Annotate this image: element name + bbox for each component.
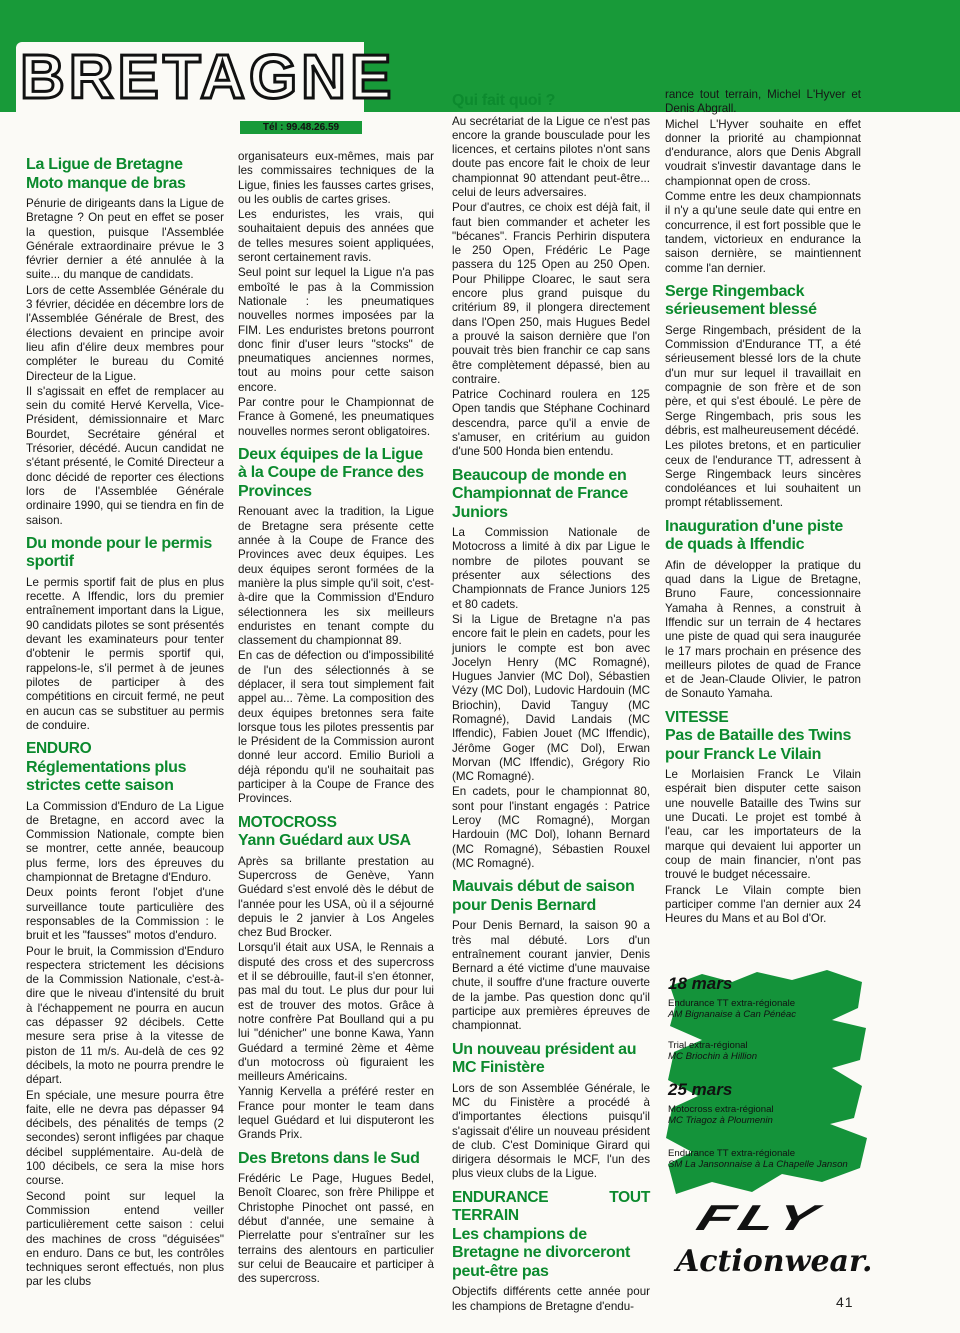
article-heading [452, 1189, 650, 1282]
article-paragraph: Objectifs différents cette année pour les champions de Bretagne d'endu- [452, 1285, 650, 1313]
agenda-event-place: AM Bignanaise à Can Pénéac [668, 1009, 796, 1020]
agenda-box [662, 968, 872, 1198]
heading-line: Un nouveau président au [452, 1040, 637, 1058]
section-title: BRETAGNE [20, 43, 396, 112]
heading-line: Pas de Bataille des Twins [665, 727, 852, 745]
ad-subtitle: Actionwear. [676, 1244, 873, 1279]
column-2 [238, 150, 434, 1287]
article-paragraph: Second point sur lequel la Commission entend veiller particulièrement cette saison : celui des machines de cross "déguisées" en enduro. Dans ce but, les contrôles techniques seront effectués, non plus par les clubs [26, 1189, 224, 1289]
heading-line: pour Denis Bernard [452, 896, 596, 914]
agenda-event-place: MC Briochin à Hillion [668, 1051, 758, 1062]
article-paragraph: Au secrétariat de la Ligue ce n'est pas encore la grande bousculade pour les licences, et certains pilotes n'ont sans doute pas encore fait le choix de leur championnat 90 attendant peut-être... celui de leurs adversaires. [452, 114, 650, 199]
agenda-event-place: SM La Jansonnaise à La Chapelle Janson [668, 1159, 848, 1170]
article-paragraph: Michel L'Hyver souhaite en effet donner la priorité au championnat d'endurance, alors que Denis Abgrall voudrait s'investir davantage dans le championnat open de cross. [665, 117, 861, 188]
article-heading [452, 1041, 650, 1078]
agenda-event-4 [668, 1148, 848, 1170]
article-heading [238, 446, 434, 502]
heading-line: Les champions de [452, 1225, 587, 1243]
heading-line: sérieusement blessé [665, 301, 817, 319]
article-heading [665, 709, 861, 765]
article-heading [665, 283, 861, 320]
article-paragraph: En cas de défection ou d'impossibilité de l'un des sélectionnés à se déplacer, il sera tout simplement fait appel au... 7ème. La composition des deux équipes bretonnes sera faite lorsque tous les pilotes pressentis par le Président de la Commission auront donné leur accord. Emilio Burioli a déjà répondu qu'il ne souhaitait pas participer à la Coupe de France des Provinces. [238, 649, 434, 806]
article-paragraph: Il s'agissait en effet de remplacer au sein du comité Hervé Kervella, Vice-Président, démissionnaire et Marc Bourdet, Secrétaire général et Trésorier, décédé. Aucun candidat ne s'étant présenté, le Comité Directeur a donc décidé de reporter ces élections lors de l'Assemblée Générale ordinaire 1990, qui se tiendra en fin de saison. [26, 384, 224, 527]
heading-line: ENDURO [26, 740, 92, 758]
article-paragraph: Lorsqu'il était aux USA, le Rennais a disputé des cross et des supercross et il se débrouille, faut-il s'en étonner, pas mal du tout. Le plus dur pour lui est de trouver des motos. Grâce à notre confrère Pat Boulland qui a pu lui "dénicher" une bonne Kawa, Yann Guédard a terminé 2ème et 4ème d'un motocross où figuraient les meilleurs Américains. [238, 941, 434, 1084]
agenda-event-title: Endurance TT extra-régionale [668, 1148, 796, 1159]
agenda-event-3 [668, 1104, 774, 1126]
article-heading [26, 535, 224, 572]
heading-line: MOTOCROSS [238, 813, 337, 831]
article-paragraph: En cadets, pour le championnat 80, sont pour l'instant engagés : Patrice Leroy (MC Romagné), Morgan Hardouin (MC Dol), Iohann Bernard (MC Romagné), Sébastien Rouxel (MC Romagné). [452, 785, 650, 870]
article-paragraph: En spéciale, une mesure pourra être faite, elle ne devra pas dépasser 94 décibels, des pénalités de temps (2 secondes) seront infligées par chaque décibel supplémentaire. Au-delà de 100 décibels, ce sera la mise hors course. [26, 1088, 224, 1188]
article-paragraph: Le Morlaisien Franck Le Vilain espérait bien disputer cette saison une nouvelle Bataille des Twins sur une Ducati. Le projet est tombé à l'eau, car les importateurs de la marque qui devaient lui apporter un coup de main financier, n'ont pas trouvé le budget nécessaire. [665, 768, 861, 882]
article-heading [452, 878, 650, 915]
heading-line: Moto manque de bras [26, 174, 186, 192]
heading-line: Mauvais début de saison [452, 878, 635, 896]
heading-line: Championnat de France [452, 485, 628, 503]
article-paragraph: rance tout terrain, Michel L'Hyver et Denis Abgrall. [665, 88, 861, 116]
article-paragraph: Frédéric Le Page, Hugues Bedel, Benoît Cloarec, son frère Philippe et Christophe Pinochet ont passé, en début d'année, une semaine à Pierrelatte pour s'entraîner sur les terrains des alentours en particulier sur celui de Beaucaire et participer à des supercross. [238, 1172, 434, 1286]
article-paragraph: La Commission Nationale de Motocross a limité à dix par Ligue le nombre de pilotes pouvant se présenter aux sélections des Championnats de France Juniors 125 et 80 cadets. [452, 526, 650, 611]
article-paragraph: Pénurie de dirigeants dans la Ligue de Bretagne ? On peut en effet se poser la question, puisque l'Assemblée Générale extraordinaire prévue le 3 février dernier a été annulée à la suite... du manque de candidats. [26, 197, 224, 282]
heading-line: à la Coupe de France des [238, 464, 424, 482]
article-heading [26, 740, 224, 796]
article-paragraph: organisateurs eux-mêmes, mais par les commissaires techniques de la Ligue, finies les fausses cartes grises, ou les oublis de cartes grises. [238, 150, 434, 206]
column-3 [452, 88, 650, 1315]
article-heading [238, 814, 434, 851]
article-paragraph: Lors de son Assemblée Générale, le MC du Finistère a procédé à d'importantes élections puisqu'il s'agissait d'élire un nouveau président de club. C'est Dominique Girard qui dirigera désormais le MCF, l'un des plus vieux clubs de la Ligue. [452, 1081, 650, 1181]
article-paragraph: Comme entre les deux championnats il n'y a qu'une seule date qui entre en concurrence, il est fort possible que le tandem, victorieux en endurance la saison dernière, se maintiennent comme l'an dernier. [665, 190, 861, 275]
agenda-event-title: Trial extra-régional [668, 1040, 748, 1051]
agenda-event-2 [668, 1040, 757, 1062]
title-box [16, 42, 396, 112]
article-heading [665, 518, 861, 555]
article-paragraph: Par contre pour le Championnat de France à Gomené, les pneumatiques nouvelles normes seront obligatoires. [238, 396, 434, 438]
heading-line: Yann Guédard aux USA [238, 832, 411, 850]
article-paragraph: Afin de développer la pratique du quad dans la Ligue de Bretagne, Bruno Faure, concessionnaire Yamaha à Rennes, a construit à Iffendic sur un terrain de 4 hectares une piste de quad qui sera inaugurée le 17 mars prochain en présence des meilleurs pilotes de quad de France et de Jean-Claude Olivier, le patron de Sonauto Yamaha. [665, 558, 861, 701]
agenda-date-1: 18 mars [668, 974, 733, 993]
article-paragraph: Patrice Cochinard roulera en 125 Open tandis que Stéphane Cochinard descendra, parce qu'il a envie de s'amuser, en critérium au guidon d'une 500 Honda bien entendu. [452, 388, 650, 459]
heading-line: Deux équipes de la Ligue [238, 445, 423, 463]
agenda-event-title: Motocross extra-régional [668, 1104, 774, 1115]
article-paragraph: Après sa brillante prestation au Supercross de Genève, Yann Guédard s'est envolé dès le début de l'année pour les USA, où il a séjourné depuis le 2 janvier à Los Angeles chez Bud Brocker. [238, 854, 434, 940]
article-paragraph: La Commission d'Enduro de La Ligue de Bretagne, en accord avec la Commission Nationale, compte bien se montrer, cette année, beaucoup plus ferme, lors des épreuves du championnat de Bretagne d'Enduro. [26, 799, 224, 885]
phone-number: Tél : 99.48.26.59 [240, 121, 362, 134]
agenda-event-1 [668, 998, 796, 1020]
agenda-event-place: MC Triagoz à Ploumenin [668, 1115, 773, 1126]
heading-line: Juniors [452, 503, 508, 521]
article-paragraph: Serge Ringembach, président de la Commission d'Endurance TT, a été sérieusement blessé lors de la chute d'un mur sur lequel il travaillait en compagnie de son frère et de son père, et qui s'est éboulé. Le père de Serge Ringembach, pris sous les débris, est malheureusement décédé. [665, 323, 861, 437]
heading-line: Réglementations plus [26, 758, 187, 776]
column-4 [665, 88, 861, 927]
article-heading [452, 467, 650, 523]
article-paragraph: Pour Denis Bernard, la saison 90 a très mal débuté. Lors d'un entraînement courant janvier, Denis Bernard a été victime d'une mauvaise chute, il souffre d'une fracture ouverte de la jambe. Pas question donc qu'il participe aux premières épreuves de championnat. [452, 919, 650, 1033]
article-paragraph: Yannig Kervella a préféré rester en France pour monter le team dans lequel Guédard et lui disputeront les Grands Prix. [238, 1085, 434, 1142]
column-1 [26, 150, 224, 1291]
ad-brand: FLY [691, 1197, 829, 1238]
heading-line: MC Finistère [452, 1059, 545, 1077]
heading-line: La Ligue de Bretagne [26, 156, 183, 173]
heading-line: Qui fait quoi ? [452, 92, 556, 109]
article-paragraph: Deux points feront l'objet d'une surveillance toute particulière des responsables de la Commission : le bruit et les "fausses" motos d'enduro. [26, 886, 224, 943]
heading-line: Des Bretons dans le Sud [238, 1149, 420, 1167]
page-number: 41 [836, 1294, 854, 1310]
heading-line: peut-être pas [452, 1262, 549, 1280]
article-heading [26, 156, 224, 193]
article-paragraph: Renouant avec la tradition, la Ligue de Bretagne sera présente cette année à la Coupe de France des Provinces avec deux équipes. Les deux équipes seront formées de la manière la plus simple qu'il soit, c'est-à-dire que la Commission d'Enduro sélectionnera les six meilleurs enduristes en tenant compte du classement du championnat 89. [238, 505, 434, 648]
fly-actionwear-ad [676, 1197, 938, 1292]
article-paragraph: Le permis sportif fait de plus en plus recette. A Iffendic, lors du premier entraînement important dans la Ligue, 90 candidats pilotes se sont présentés devant les examinateurs pour tenter d'obtenir le permis sportif qui, rappelons-le, s'il permet à de jeunes pilotes de participer à des compétitions en circuit fermé, ne peut en aucun cas se substituer au permis de conduire. [26, 575, 224, 732]
heading-line: VITESSE [665, 708, 729, 726]
agenda-event-title: Endurance TT extra-régionale [668, 998, 796, 1009]
article-paragraph: Lors de cette Assemblée Générale du 3 février, décidée en décembre lors de l'Assemblée Générale de Brest, des élections devaient en principe avoir lieu afin d'élire deux membres pour compléter le bureau du Comité Directeur de la Ligue. [26, 283, 224, 383]
article-paragraph: Pour d'autres, ce choix est déjà fait, il faut bien commander et acheter les "bécanes". Francis Perhirin disputera le 250 Open, Frédéric Le Page passera du 125 Open au 250 Open. Pour Philippe Cloarec, le saut sera encore plus grand puisque du critérium 89, il plongera directement dans l'Open 250, mais Hugues Bedel a prouvé la saison dernière que l'on pouvait très bien franchir ce cap sans être complètement dépassé, bien au contraire. [452, 201, 650, 386]
heading-line: Du monde pour le permis [26, 534, 213, 552]
article-paragraph: Seul point sur lequel la Ligue n'a pas emboîté le pas à la Commission Nationale : les pneumatiques nouvelles normes imposées par la FIM. Les enduristes bretons pourront donc finir d'user leurs "stocks" de pneumatiques anciennes normes, tout au moins pour cette saison encore. [238, 266, 434, 394]
heading-line: strictes cette saison [26, 777, 174, 795]
heading-line: ENDURANCE TOUT TERRAIN [452, 1188, 650, 1225]
article-heading [238, 1150, 434, 1169]
article-paragraph: Si la Ligue de Bretagne n'a pas encore fait le plein en cadets, pour les juniors le compte est bon avec Jocelyn Henry (MC Romagné), Hugues Janvier (MC Dol), Sébastien Vézy (MC Dol), Ludovic Hardouin (MC Briochin), David Tanguy (MC Romagné), David Landais (MC Iffendic), Fabien Jouet (MC Iffendic), Jérôme Goger (MC Dol), Erwan Morvan (MC Iffendic), Grégory Rio (MC Romagné). [452, 612, 650, 784]
heading-line: Inauguration d'une piste [665, 517, 843, 535]
heading-line: de quads à Iffendic [665, 536, 805, 554]
heading-line: sportif [26, 553, 74, 571]
agenda-date-2: 25 mars [668, 1080, 733, 1099]
heading-line: Provinces [238, 482, 312, 500]
article-paragraph: Les enduristes, les vrais, qui souhaitaient depuis des années que de telles mesures soient appliquées, seront certainement ravis. [238, 208, 434, 265]
article-paragraph: Les pilotes bretons, et en particulier ceux de l'endurance TT, adressent à Serge Ringemback leurs sincères condoléances et lui souhaitent un prompt rétablissement. [665, 439, 861, 510]
heading-line: Serge Ringemback [665, 282, 805, 300]
heading-line: Beaucoup de monde en [452, 466, 627, 484]
article-paragraph: Franck Le Vilain compte bien participer comme l'an dernier aux 24 Heures du Mans et au Bol d'Or. [665, 883, 861, 926]
heading-line: Bretagne ne divorceront [452, 1244, 631, 1262]
heading-line: pour Franck Le Vilain [665, 745, 822, 763]
article-paragraph: Pour le bruit, la Commission d'Enduro respectera strictement les décisions de la Commission Nationale, c'est-à-dire que le niveau d'intensité du bruit à l'échappement ne pourra en aucun cas dépasser 92 décibels. Cette mesure sera prise à la vitesse de piston de 11 m/s. Au-delà de ces 92 décibels, la moto ne pourra prendre le départ. [26, 944, 224, 1087]
article-heading [452, 92, 650, 111]
